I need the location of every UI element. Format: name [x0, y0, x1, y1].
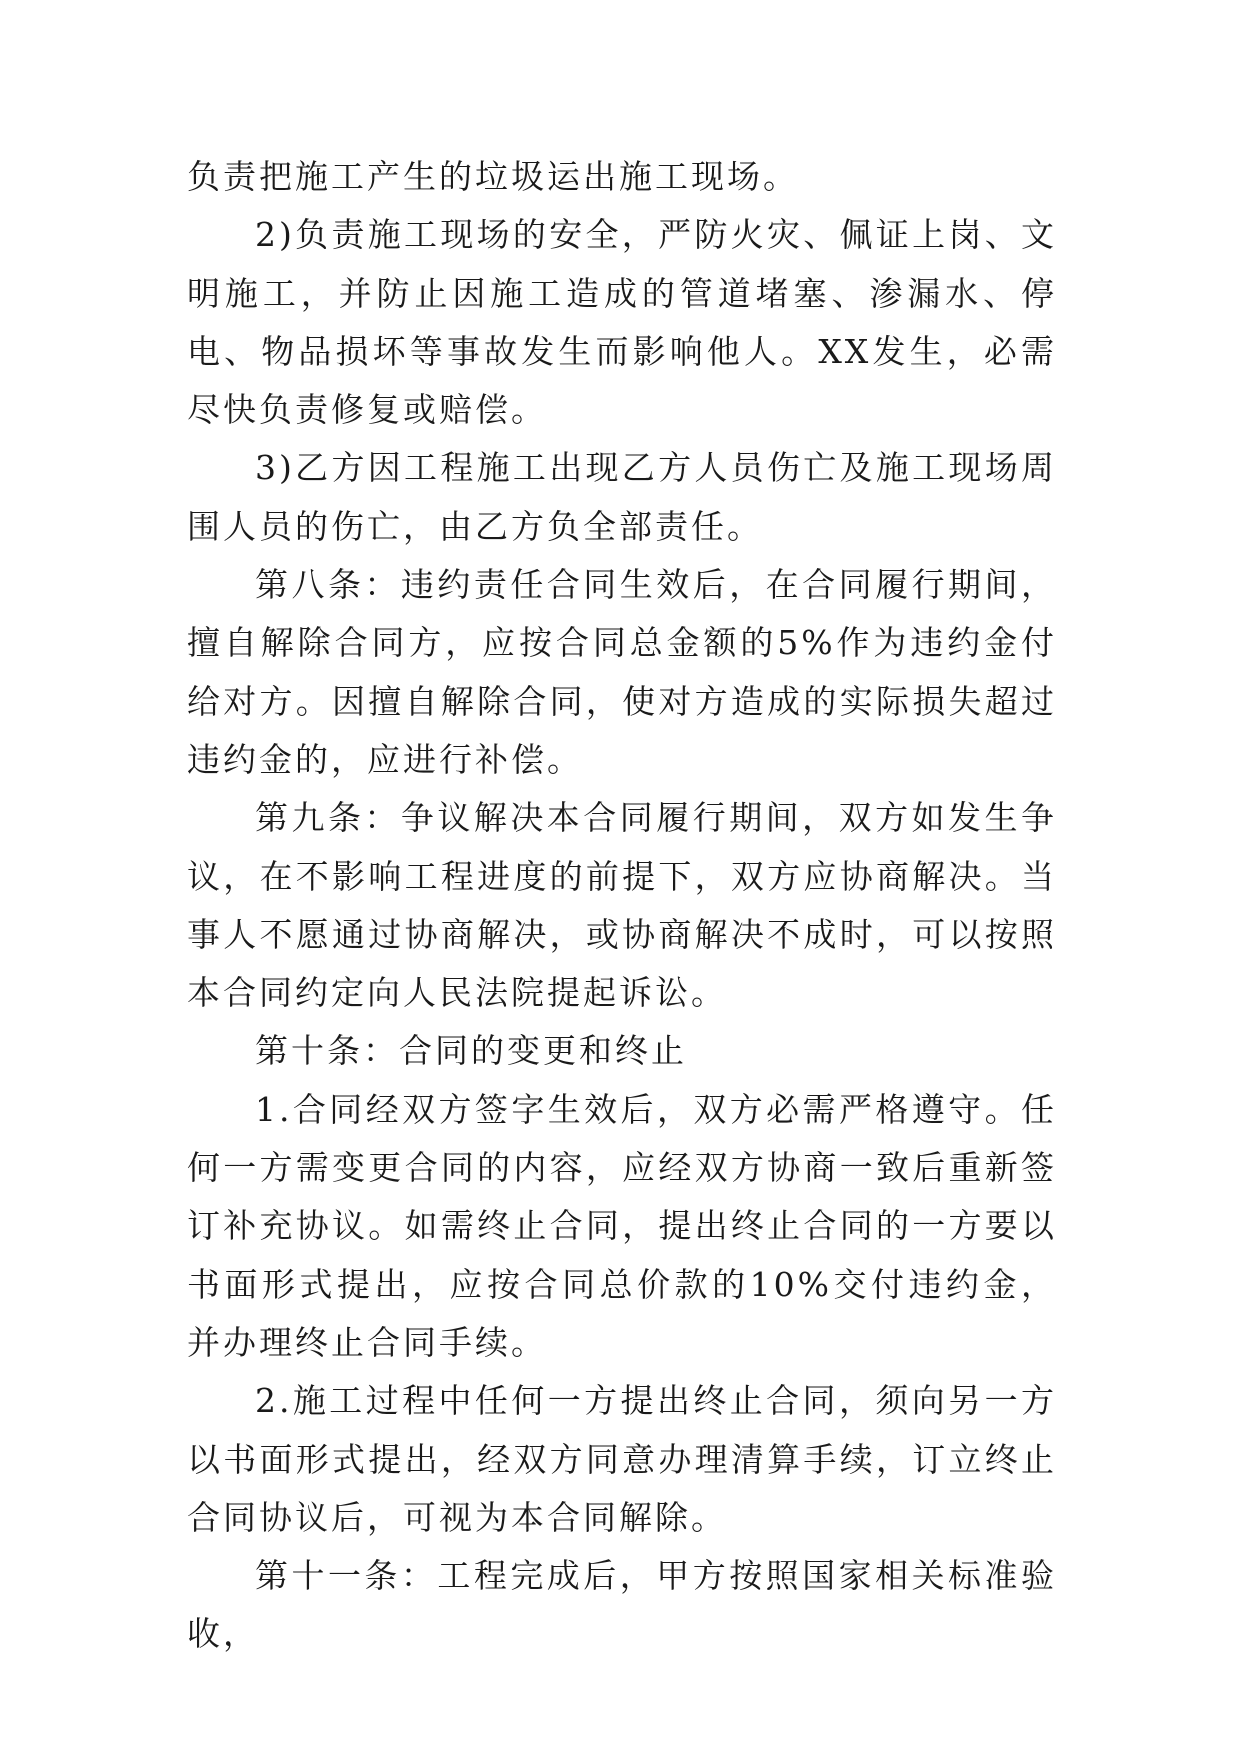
paragraph-article-10-item-1: 1.合同经双方签字生效后，双方必需严格遵守。任何一方需变更合同的内容，应经双方协商一致后重新签订补充协议。如需终止合同，提出终止合同的一方要以书面形式提出，应按合同总价款的10%交付违约金，并办理终止合同手续。: [187, 1089, 1057, 1362]
paragraph-clause-2-safety: 2)负责施工现场的安全，严防火灾、佩证上岗、文明施工，并防止因施工造成的管道堵塞、渗漏水、停电、物品损坏等事故发生而影响他人。XX发生，必需尽快负责修复或赔偿。: [187, 215, 1057, 430]
paragraph-article-10-heading: 第十条：合同的变更和终止: [255, 1031, 687, 1071]
paragraph-clause-3-injury: 3)乙方因工程施工出现乙方人员伤亡及施工现场周围人员的伤亡，由乙方负全部责任。: [187, 448, 1057, 546]
paragraph-article-10-item-2: 2.施工过程中任何一方提出终止合同，须向另一方以书面形式提出，经双方同意办理清算手续，订立终止合同协议后，可视为本合同解除。: [187, 1381, 1057, 1537]
document-body: [187, 148, 1057, 1664]
paragraph-article-11: 第十一条：工程完成后，甲方按照国家相关标准验收，: [187, 1556, 1057, 1654]
paragraph-article-9: 第九条：争议解决本合同履行期间，双方如发生争议，在不影响工程进度的前提下，双方应协商解决。当事人不愿通过协商解决，或协商解决不成时，可以按照本合同约定向人民法院提起诉讼。: [187, 798, 1057, 1013]
paragraph-continuation: 负责把施工产生的垃圾运出施工现场。: [187, 157, 799, 196]
paragraph-article-8: 第八条：违约责任合同生效后，在合同履行期间，擅自解除合同方，应按合同总金额的5%作为违约金付给对方。因擅自解除合同，使对方造成的实际损失超过违约金的，应进行补偿。: [187, 565, 1057, 779]
